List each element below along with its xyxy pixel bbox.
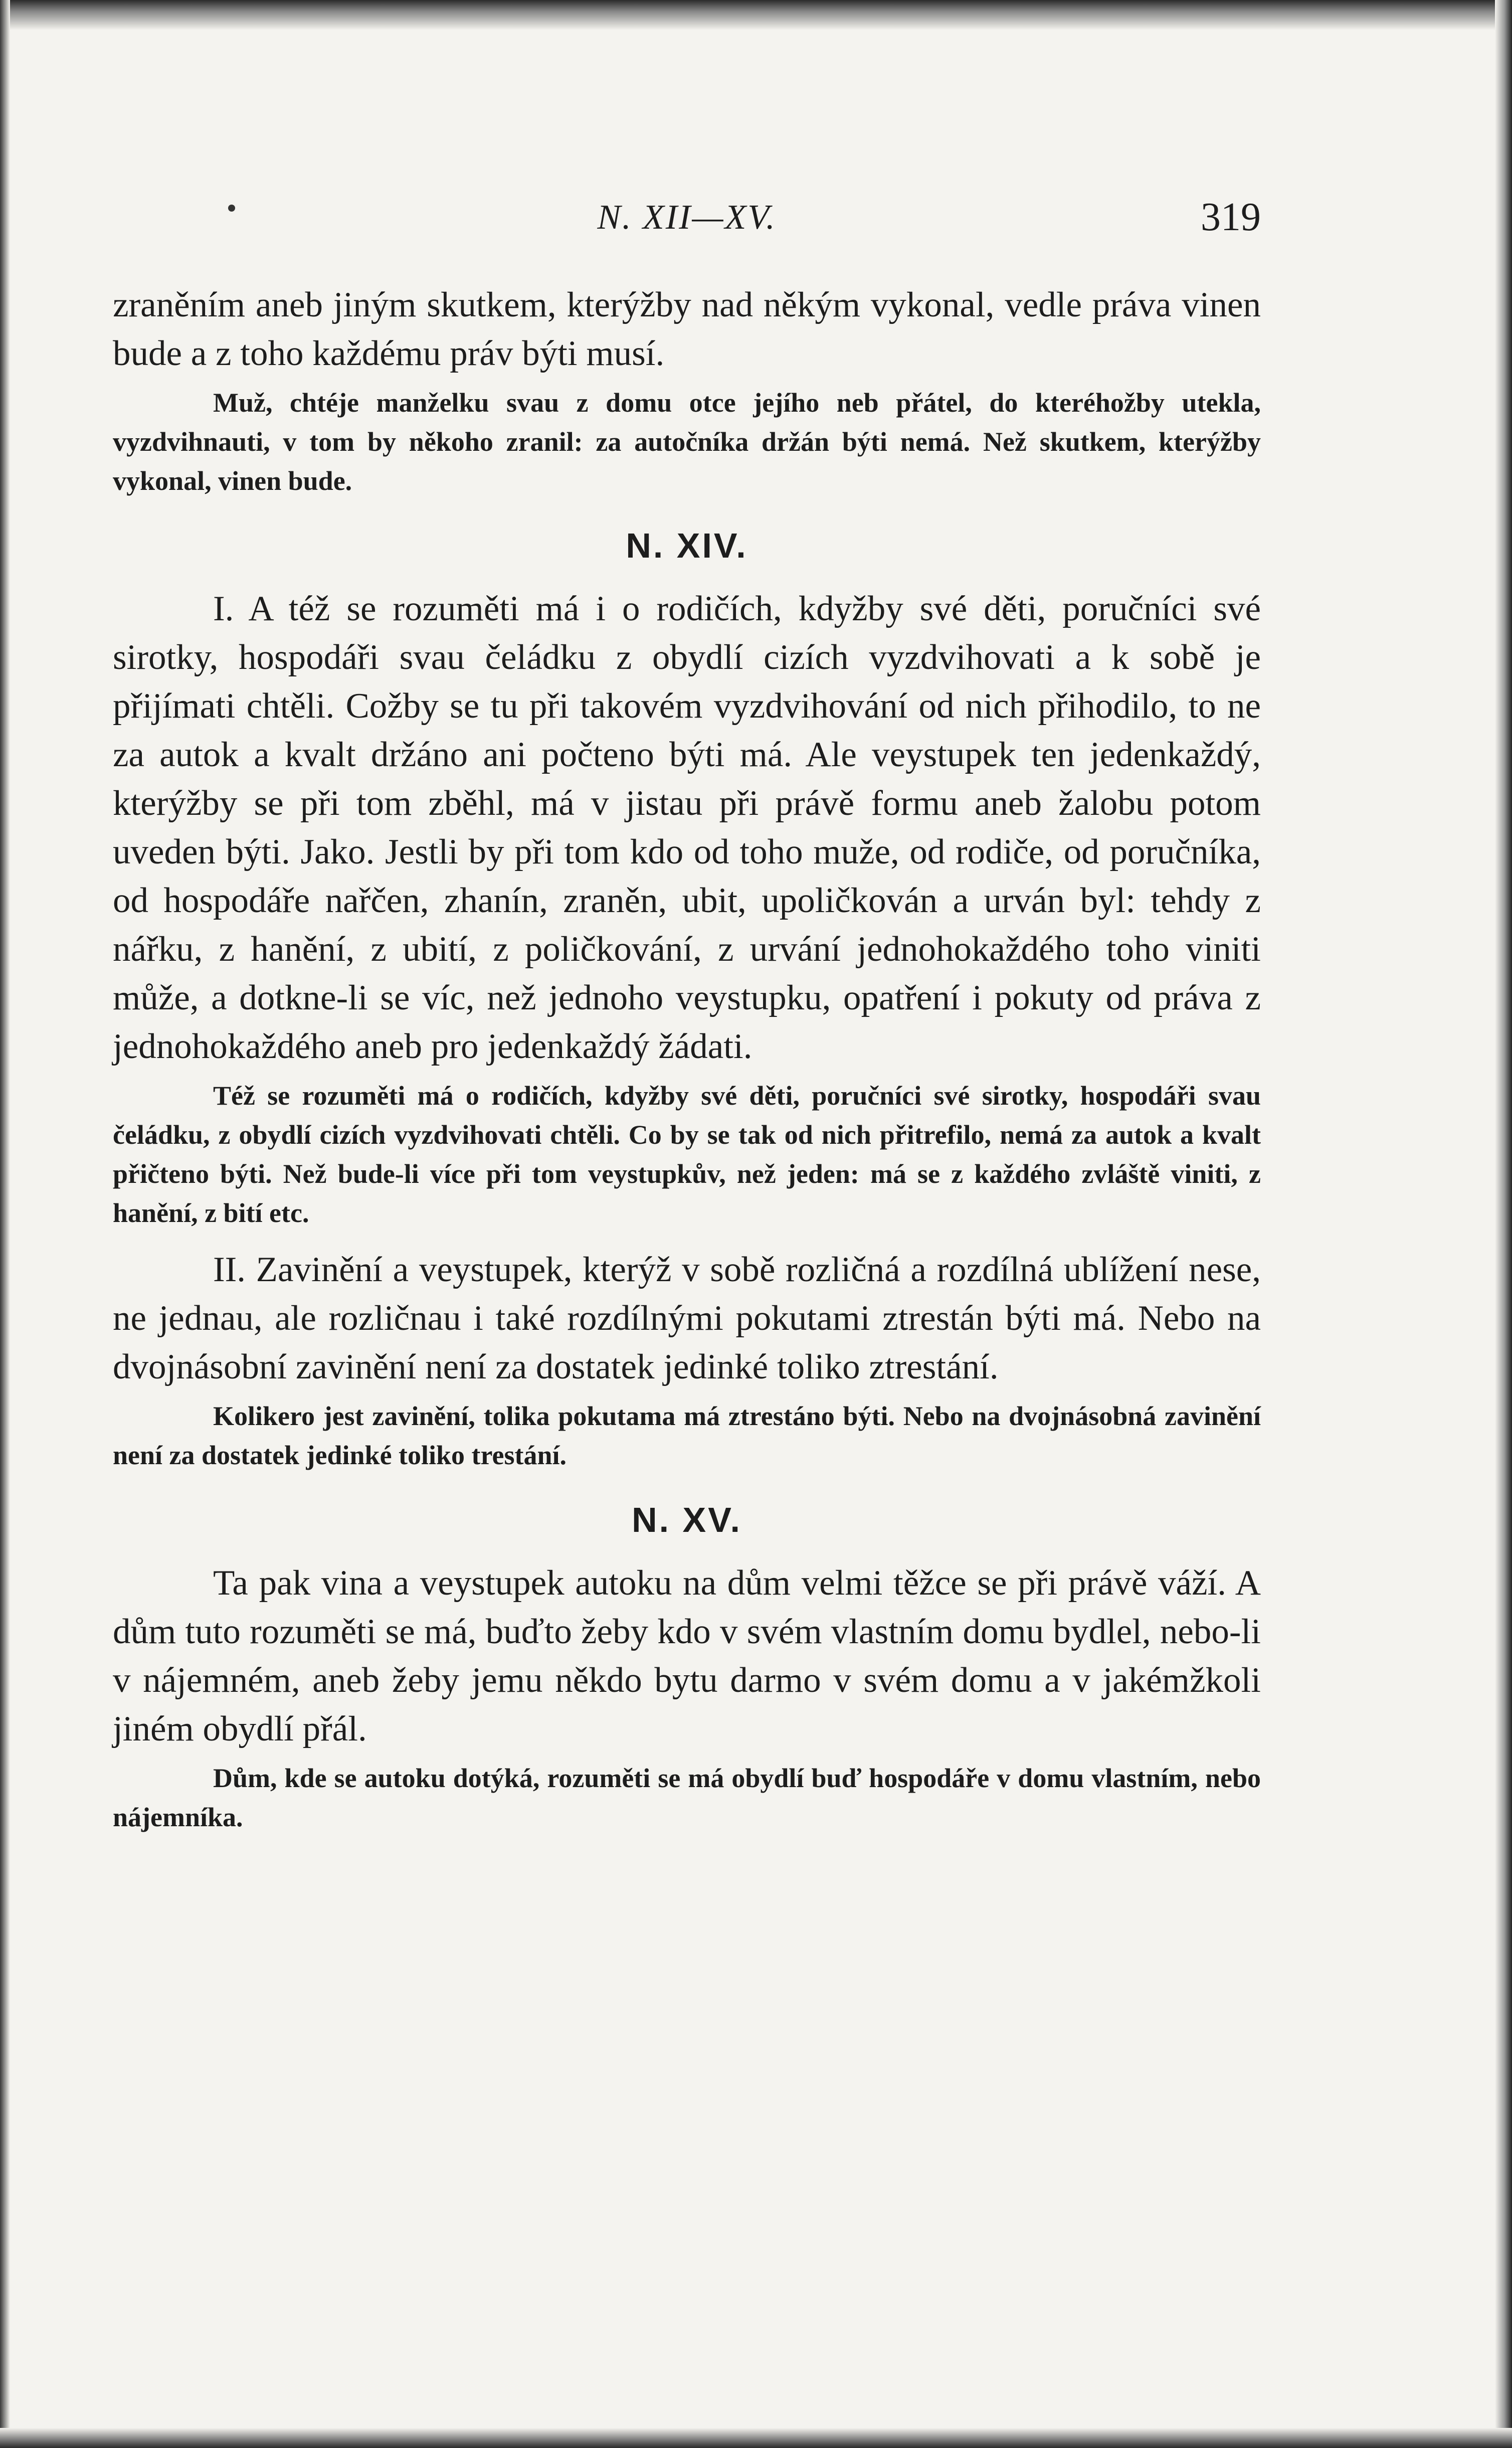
section-heading-xiv: N. XIV.	[626, 526, 748, 565]
running-title: N. XII—XV.	[597, 198, 777, 237]
note-paragraph-2: Též se rozuměti má o rodičích, kdyžby své děti, poručníci své sirotky, hospodáři svau čeládku, z obydlí cizích vyzdvihovati chtěli. Co by se tak od nich přitrefilo, nemá za autok a kvalt přičteno býti. Než bude-li více při tom veystupkův, než jeden: má se z každého zvláště viniti, z hanění, z bití etc.	[113, 1081, 1261, 1228]
paragraph-xiv-1: I. A též se rozuměti má i o rodičích, kdyžby své děti, poručníci své sirotky, hospodáři svau čeládku z obydlí cizích vyzdvihovati a k sobě je přijímati chtěli. Cožby se tu při takovém vyzdvihování od nich přihodilo, to ne za autok a kvalt držáno ani počteno býti má. Ale veystupek ten jedenkaždý, kterýžby se při tom zběhl, má v jistau při právě formu aneb žalobu potom uveden býti. Jako. Jestli by při tom kdo od toho muže, od rodiče, od poručníka, od hospodáře nařčen, zhanín, zraněn, ubit, upoličkován a urván byl: tehdy z nářku, z hanění, z ubití, z poličkování, z urvání jednohokaždého toho viniti může, a dotkne-li se víc, než jednoho veystupku, opatření i pokuty od práva z jednohokaždého aneb pro jedenkaždý žádati.	[113, 589, 1261, 1066]
scan-edge-top	[0, 0, 1512, 30]
running-header	[113, 191, 1261, 241]
note-paragraph-3: Kolikero jest zavinění, tolika pokutama má ztrestáno býti. Nebo na dvojnásobná zavinění není za dostatek jedinké toliko trestání.	[113, 1401, 1261, 1470]
note-paragraph-1: Muž, chtéje manželku svau z domu otce jejího neb přátel, do kteréhožby utekla, vyzdvihnauti, v tom by někoho zranil: za autočníka držán býti nemá. Než skutkem, kterýžby vykonal, vinen bude.	[113, 388, 1261, 496]
paragraph-xiv-2: II. Zavinění a veystupek, kterýž v sobě rozličná a rozdílná ublížení nese, ne jednau, ale rozličnau i také rozdílnými pokutami ztrestán býti má. Nebo na dvojnásobní zavinění není za dostatek jedinké toliko ztrestání.	[113, 1250, 1261, 1386]
scan-edge-left	[0, 0, 10, 2448]
paragraph-xv-1: Ta pak vina a veystupek autoku na dům velmi těžce se při právě váží. A dům tuto rozuměti se má, buďto žeby kdo v svém vlastním domu bydlel, nebo-li v nájemném, aneb žeby jemu někdo bytu darmo v svém domu a v jakémžkoli jiném obydlí přál.	[113, 1563, 1261, 1748]
page-number: 319	[1201, 195, 1261, 239]
book-page	[113, 191, 1261, 1837]
scan-edge-right	[1495, 0, 1512, 2448]
scan-edge-bottom	[0, 2428, 1512, 2448]
note-paragraph-4: Dům, kde se autoku dotýká, rozuměti se má obydlí buď hospodáře v domu vlastním, nebo nájemníka.	[113, 1763, 1261, 1832]
paragraph-continuation: zraněním aneb jiným skutkem, kterýžby nad někým vykonal, vedle práva vinen bude a z toho každému práv býti musí.	[113, 285, 1261, 373]
section-heading-xv: N. XV.	[632, 1500, 742, 1539]
